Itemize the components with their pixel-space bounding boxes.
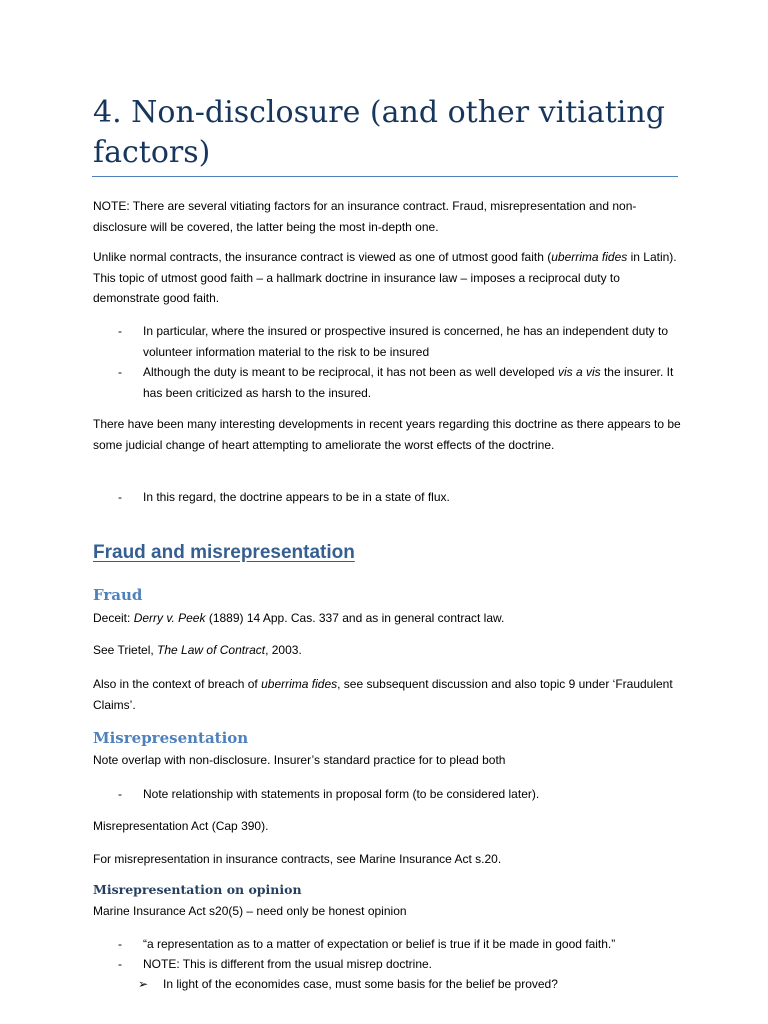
utmost-text-b: in Latin). This topic of utmost good faith – a hallmark doctrine in insurance law – imposes a reciprocal duty to demonstrate good faith. xyxy=(93,250,677,305)
see-italic: The Law of Contract xyxy=(157,643,266,657)
marine-insurance-paragraph: For misrepresentation in insurance contracts, see Marine Insurance Act s.20. xyxy=(93,852,502,866)
bullet-proposal-form: Note relationship with statements in proposal form (to be considered later). xyxy=(143,787,540,801)
also-text-b: , see subsequent discussion and also topic 9 under ‘Fraudulent Claims’. xyxy=(93,677,673,712)
heading-misrepresentation-on-opinion: Misrepresentation on opinion xyxy=(93,882,302,897)
note-paragraph: NOTE: There are several vitiating factors for an insurance contract. Fraud, misrepresentation and non-disclosure will be covered, the latter being the most in-depth one. xyxy=(93,199,637,234)
deceit-text-a: Deceit: xyxy=(93,611,134,625)
bullet-independent-duty: In particular, where the insured or prospective insured is concerned, he has an independent duty to volunteer information material to the risk to be insured xyxy=(143,324,668,359)
honest-opinion-paragraph: Marine Insurance Act s20(5) – need only be honest opinion xyxy=(93,904,407,918)
title-divider xyxy=(92,176,678,177)
also-text-a: Also in the context of breach of xyxy=(93,677,262,691)
also-paragraph xyxy=(93,674,683,715)
bullet-quote-good-faith: “a representation as to a matter of expectation or belief is true if it be made in good faith.” xyxy=(143,937,616,951)
reciprocal-text-b: the insurer. It has been criticized as harsh to the insured. xyxy=(143,365,674,400)
utmost-italic: uberrima fides xyxy=(551,250,628,264)
bullet-dash: - xyxy=(118,957,122,971)
see-text-b: , 2003. xyxy=(265,643,302,657)
also-italic: uberrima fides xyxy=(261,677,338,691)
developments-paragraph: There have been many interesting developments in recent years regarding this doctrine as there appears to be some judicial change of heart attempting to ameliorate the worst effects of the doctrine. xyxy=(93,417,681,452)
heading-fraud: Fraud xyxy=(93,586,143,604)
bullet-state-of-flux: In this regard, the doctrine appears to be in a state of flux. xyxy=(143,490,450,504)
deceit-italic: Derry v. Peek xyxy=(133,611,206,625)
utmost-good-faith-paragraph xyxy=(93,247,683,309)
heading-misrepresentation: Misrepresentation xyxy=(93,729,249,747)
bullet-dash: - xyxy=(118,787,122,801)
bullet-reciprocal-duty xyxy=(143,362,683,403)
arrow-bullet-icon: ➢ xyxy=(138,977,149,991)
misrep-act-paragraph: Misrepresentation Act (Cap 390). xyxy=(93,819,269,833)
utmost-text-a: Unlike normal contracts, the insurance contract is viewed as one of utmost good faith ( xyxy=(93,250,552,264)
deceit-text-b: (1889) 14 App. Cas. 337 and as in general contract law. xyxy=(205,611,505,625)
see-text-a: See Trietel, xyxy=(93,643,158,657)
deceit-paragraph xyxy=(93,608,683,629)
bullet-dash: - xyxy=(118,490,122,504)
reciprocal-text-a: Although the duty is meant to be reciprocal, it has not been as well developed xyxy=(143,365,558,379)
bullet-dash: - xyxy=(118,324,122,338)
bullet-dash: - xyxy=(118,937,122,951)
bullet-dash: - xyxy=(118,365,122,379)
bullet-note-different: NOTE: This is different from the usual misrep doctrine. xyxy=(143,957,433,971)
section-heading-fraud-and-misrepresentation: Fraud and misrepresentation xyxy=(93,542,355,563)
page-title: 4. Non-disclosure (and other vitiating factors) xyxy=(93,95,665,170)
reciprocal-italic: vis a vis xyxy=(557,365,601,379)
sub-bullet-economides: In light of the economides case, must some basis for the belief be proved? xyxy=(163,977,558,991)
overlap-paragraph: Note overlap with non-disclosure. Insurer’s standard practice for to plead both xyxy=(93,753,506,767)
see-trietel-paragraph xyxy=(93,640,683,661)
